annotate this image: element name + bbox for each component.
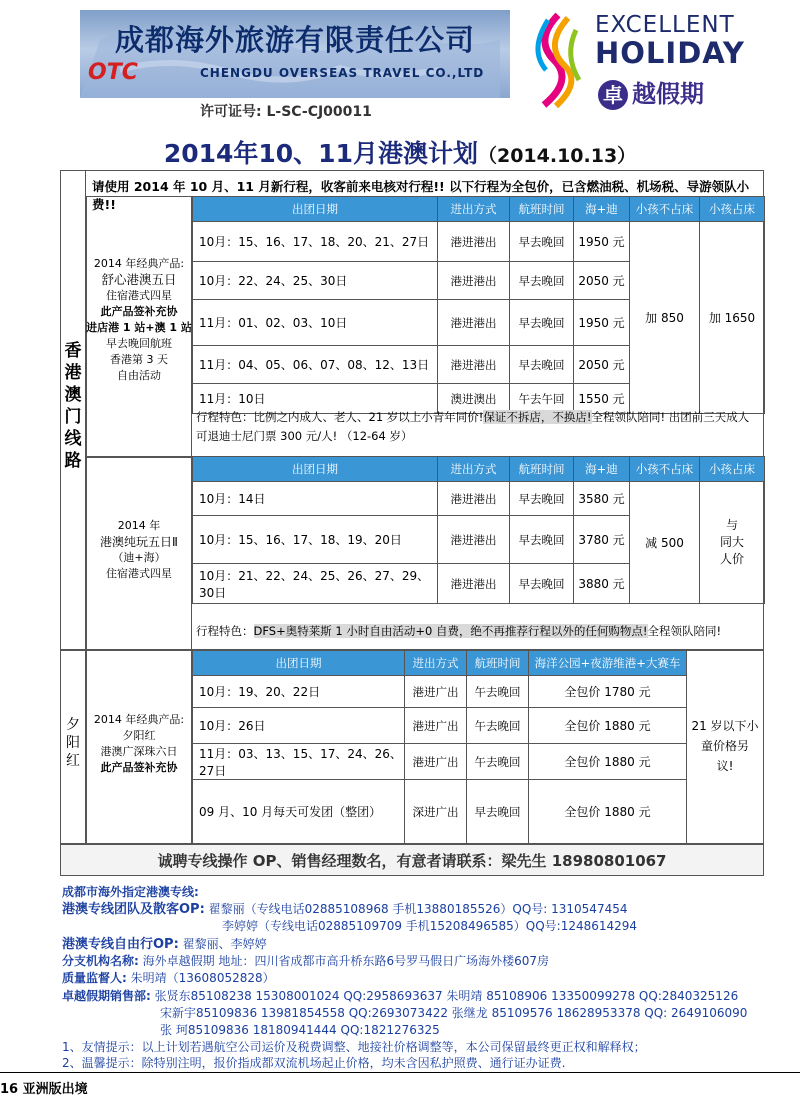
brand-cn-circle: 卓 (598, 80, 628, 110)
desc-line: 此产品签补充协 (100, 761, 178, 774)
cell-price: 1550 元 (574, 384, 630, 414)
desc-line: 2014 年经典产品: (93, 257, 185, 270)
col-price: 海+迪 (574, 197, 630, 222)
col-price: 海洋公园+夜游维港+大赛车 (529, 651, 687, 676)
contact-text: 朱明靖（13608052828） (130, 971, 275, 985)
col-flight: 航班时间 (510, 197, 574, 222)
col-date: 出团日期 (193, 457, 438, 482)
cell-price: 全包价 1780 元 (529, 676, 687, 708)
side-char: 线 (64, 429, 82, 449)
cell-flight: 早去晚回 (510, 564, 574, 604)
side-char: 澳 (64, 385, 82, 405)
table-row (193, 676, 687, 708)
side-char: 香 (64, 341, 82, 361)
table-row (193, 708, 687, 744)
col-date: 出团日期 (193, 197, 438, 222)
desc-line: 舒心港澳五日 (101, 272, 177, 287)
contact-text: 翟黎丽（专线电话02885108968 手机13880185526）QQ号: 1310547454 (208, 902, 628, 916)
contact-label: 质量监督人: (62, 971, 127, 985)
contact-heading: 成都市海外指定港澳专线: (62, 885, 199, 899)
license-number: 许可证号: L-SC-CJ00011 (200, 104, 372, 120)
cell-flight: 午去晚回 (467, 744, 529, 780)
cell-flight: 午去晚回 (467, 676, 529, 708)
desc-line: 2014 年 (117, 519, 161, 532)
brand-holiday: HOLIDAY (595, 36, 745, 70)
cell-price: 1950 元 (574, 222, 630, 262)
cell-price: 全包价 1880 元 (529, 744, 687, 780)
feature-text: 行程特色：比例之内成人、老人、21 岁以上小青年同价! (196, 410, 484, 424)
side-char: 夕 (66, 717, 80, 733)
desc-line: 2014 年经典产品: (93, 713, 185, 726)
contact-line: 宋新宇85109836 13981854558 QQ:2693073422 张继龙 85109576 18628953378 QQ: 2649106090 (160, 1006, 748, 1020)
cell-flight: 早去晚回 (510, 516, 574, 564)
brand-excellent: EXCELLENT (595, 12, 735, 38)
cell-flight: 午去午回 (510, 384, 574, 414)
feature-highlight: 保证不拆店，不换店! (483, 410, 592, 424)
col-mode: 进出方式 (438, 457, 510, 482)
cell-price: 2050 元 (574, 346, 630, 384)
contact-text: 翟黎丽、李婷婷 (182, 937, 267, 951)
table-row (193, 482, 765, 516)
otc-logo: OTC (88, 60, 138, 85)
desc-line: 进店港 1 站+澳 1 站 (86, 321, 192, 334)
product2-description (86, 518, 192, 582)
recruit-banner: 诚聘专线操作 OP、销售经理数名，有意者请联系：梁先生 18980801067 (60, 844, 764, 876)
notice-text: 请使用 2014 年 10 月、11 月新行程，收客前来电核对行程!! 以下行程为全包价，已含燃油税、机场税、导游领队小费!! (92, 179, 750, 212)
cell-flight: 早去晚回 (510, 222, 574, 262)
desc-line: 此产品签补充协 (100, 305, 178, 318)
contact-label: 港澳专线自由行OP: (62, 937, 179, 952)
cell-date: 10月：26日 (193, 708, 405, 744)
cell-mode: 港进广出 (405, 708, 467, 744)
product2-price-table (192, 456, 765, 604)
contact-line: 张 珂85109836 18180941444 QQ:1821276325 (160, 1023, 440, 1037)
cell-child-bed (700, 482, 765, 604)
cell-price: 3880 元 (574, 564, 630, 604)
table-row (193, 744, 687, 780)
col-flight: 航班时间 (510, 457, 574, 482)
desc-line: 香港第 3 天 (110, 353, 168, 366)
product1-feature (196, 408, 756, 446)
cell-date: 11月：01、02、03、10日 (193, 300, 438, 346)
side-char: 阳 (66, 735, 80, 751)
contact-line (62, 884, 199, 901)
desc-line: 港澳广深珠六日 (100, 745, 178, 758)
table-header-row (193, 651, 687, 676)
brand-cn-rest: 越假期 (632, 80, 704, 108)
cell-child-no-bed: 减 500 (630, 482, 700, 604)
note-line: 童价格另 (700, 739, 749, 753)
cell-date: 10月：19、20、22日 (193, 676, 405, 708)
cell-date: 11月：03、13、15、17、24、26、27日 (193, 744, 405, 780)
desc-line: （迪+海） (112, 551, 166, 564)
desc-line: 港澳纯玩五日Ⅱ (100, 535, 178, 549)
cell-flight: 早去晚回 (510, 300, 574, 346)
cell-date: 09 月、10 月每天可发团（整团） (193, 780, 405, 844)
cell-line: 人价 (719, 552, 744, 566)
desc-line: 住宿港式四星 (106, 567, 172, 580)
cell-mode: 港进港出 (438, 346, 510, 384)
sunset-child-note (686, 716, 764, 776)
contact-line (62, 970, 275, 987)
tip-line: 1、友情提示：以上计划若遇航空公司运价及税费调整、地接社价格调整等，本公司保留最终更正权和解释权； (62, 1040, 646, 1054)
side-char: 门 (64, 407, 82, 427)
note-line: 议! (716, 759, 734, 773)
contact-text: 张贤东85108238 15308001024 QQ:2958693637 朱明靖 85108906 13350099278 QQ:2840325126 (154, 989, 739, 1003)
cell-date: 11月：04、05、06、07、08、12、13日 (193, 346, 438, 384)
tip-line: 2、温馨提示：除特别注明，报价指成都双流机场起止价格，均未含因私护照费、通行证办证费. (62, 1056, 566, 1070)
cell-mode: 港进港出 (438, 482, 510, 516)
table-row (193, 780, 687, 844)
cell-mode: 澳进澳出 (438, 384, 510, 414)
contact-line (62, 936, 267, 953)
side-label-hk-macau (60, 340, 86, 472)
col-flight: 航班时间 (467, 651, 529, 676)
cell-price: 3780 元 (574, 516, 630, 564)
brand-cn (598, 74, 704, 110)
product1-price-table (192, 196, 765, 414)
col-child-no-bed: 小孩不占床 (630, 457, 700, 482)
col-mode: 进出方式 (405, 651, 467, 676)
cell-flight: 早去晚回 (510, 262, 574, 300)
cell-mode: 港进港出 (438, 564, 510, 604)
cell-date: 10月：15、16、17、18、19、20日 (193, 516, 438, 564)
col-child-bed: 小孩占床 (700, 197, 765, 222)
contact-line (62, 953, 549, 970)
contact-line: 李婷婷（专线电话02885109709 手机15208496585）QQ号:1248614294 (222, 919, 638, 933)
footer-divider (0, 1072, 800, 1073)
feature-text: 全程领队陪同! 出团前三天成人可退迪士尼门票 300 元/人! （12-64 岁） (196, 410, 750, 443)
cell-mode: 港进港出 (438, 300, 510, 346)
col-child-bed: 小孩占床 (700, 457, 765, 482)
sunset-description (86, 712, 192, 776)
cell-flight: 早去晚回 (510, 482, 574, 516)
cell-line: 与 (725, 518, 738, 532)
cell-date: 11月：10日 (193, 384, 438, 414)
table-row (193, 222, 765, 262)
cell-date: 10月：14日 (193, 482, 438, 516)
cell-date: 10月：15、16、17、18、20、21、27日 (193, 222, 438, 262)
contact-label: 卓越假期销售部: (62, 989, 151, 1003)
desc-line: 早去晚回航班 (106, 337, 172, 350)
cell-date: 10月：21、22、24、25、26、27、29、30日 (193, 564, 438, 604)
feature-highlight: DFS+奥特莱斯 1 小时自由活动+0 自费，绝不再推荐行程以外的任何购物点! (253, 624, 648, 638)
title-main: 2014年10、11月港澳计划 (163, 139, 478, 168)
company-name-cn: 成都海外旅游有限责任公司 (114, 23, 475, 57)
cell-date: 10月：22、24、25、30日 (193, 262, 438, 300)
product2-feature (196, 622, 760, 641)
desc-line: 夕阳红 (122, 729, 156, 742)
cell-mode: 港进港出 (438, 262, 510, 300)
desc-line: 自由活动 (117, 369, 161, 382)
cell-mode: 深进广出 (405, 780, 467, 844)
cell-flight: 早去晚回 (510, 346, 574, 384)
cell-price: 1950 元 (574, 300, 630, 346)
title-date: （2014.10.13） (477, 145, 637, 167)
col-mode: 进出方式 (438, 197, 510, 222)
cell-child-no-bed: 加 850 (630, 222, 700, 414)
holiday-swirl-logo-icon (524, 10, 592, 110)
col-price: 海+迪 (574, 457, 630, 482)
cell-line: 同大 (719, 535, 744, 549)
cell-child-bed: 加 1650 (700, 222, 765, 414)
contact-label: 分支机构名称: (62, 954, 139, 968)
side-char: 路 (64, 451, 82, 471)
product1-description (86, 256, 192, 384)
col-child-no-bed: 小孩不占床 (630, 197, 700, 222)
table-header-row (193, 197, 765, 222)
page-title (0, 134, 800, 170)
col-date: 出团日期 (193, 651, 405, 676)
side-label-sunset (60, 716, 86, 770)
sunset-price-table (192, 650, 687, 844)
company-name-en: CHENGDU OVERSEAS TRAVEL CO.,LTD (200, 66, 485, 80)
contact-line (62, 901, 628, 918)
cell-mode: 港进广出 (405, 676, 467, 708)
cell-flight: 早去晚回 (467, 780, 529, 844)
cell-price: 全包价 1880 元 (529, 780, 687, 844)
feature-text: 全程领队陪同! (647, 624, 722, 638)
page-footer: 16 亚洲版出境 (0, 1082, 88, 1097)
side-char: 红 (66, 753, 80, 769)
contact-label: 港澳专线团队及散客OP: (62, 902, 205, 917)
contact-line (62, 988, 738, 1005)
cell-flight: 午去晚回 (467, 708, 529, 744)
cell-price: 全包价 1880 元 (529, 708, 687, 744)
cell-mode: 港进港出 (438, 222, 510, 262)
cell-price: 3580 元 (574, 482, 630, 516)
cell-mode: 港进广出 (405, 744, 467, 780)
feature-text: 行程特色： (196, 624, 254, 638)
company-banner (80, 10, 510, 98)
cell-mode: 港进港出 (438, 516, 510, 564)
note-line: 21 岁以下小 (691, 719, 759, 733)
side-char: 港 (64, 363, 82, 383)
desc-line: 住宿港式四星 (106, 289, 172, 302)
contact-text: 海外卓越假期 地址：四川省成都市高升桥东路6号罗马假日广场海外楼607房 (142, 954, 549, 968)
cell-price: 2050 元 (574, 262, 630, 300)
table-header-row (193, 457, 765, 482)
